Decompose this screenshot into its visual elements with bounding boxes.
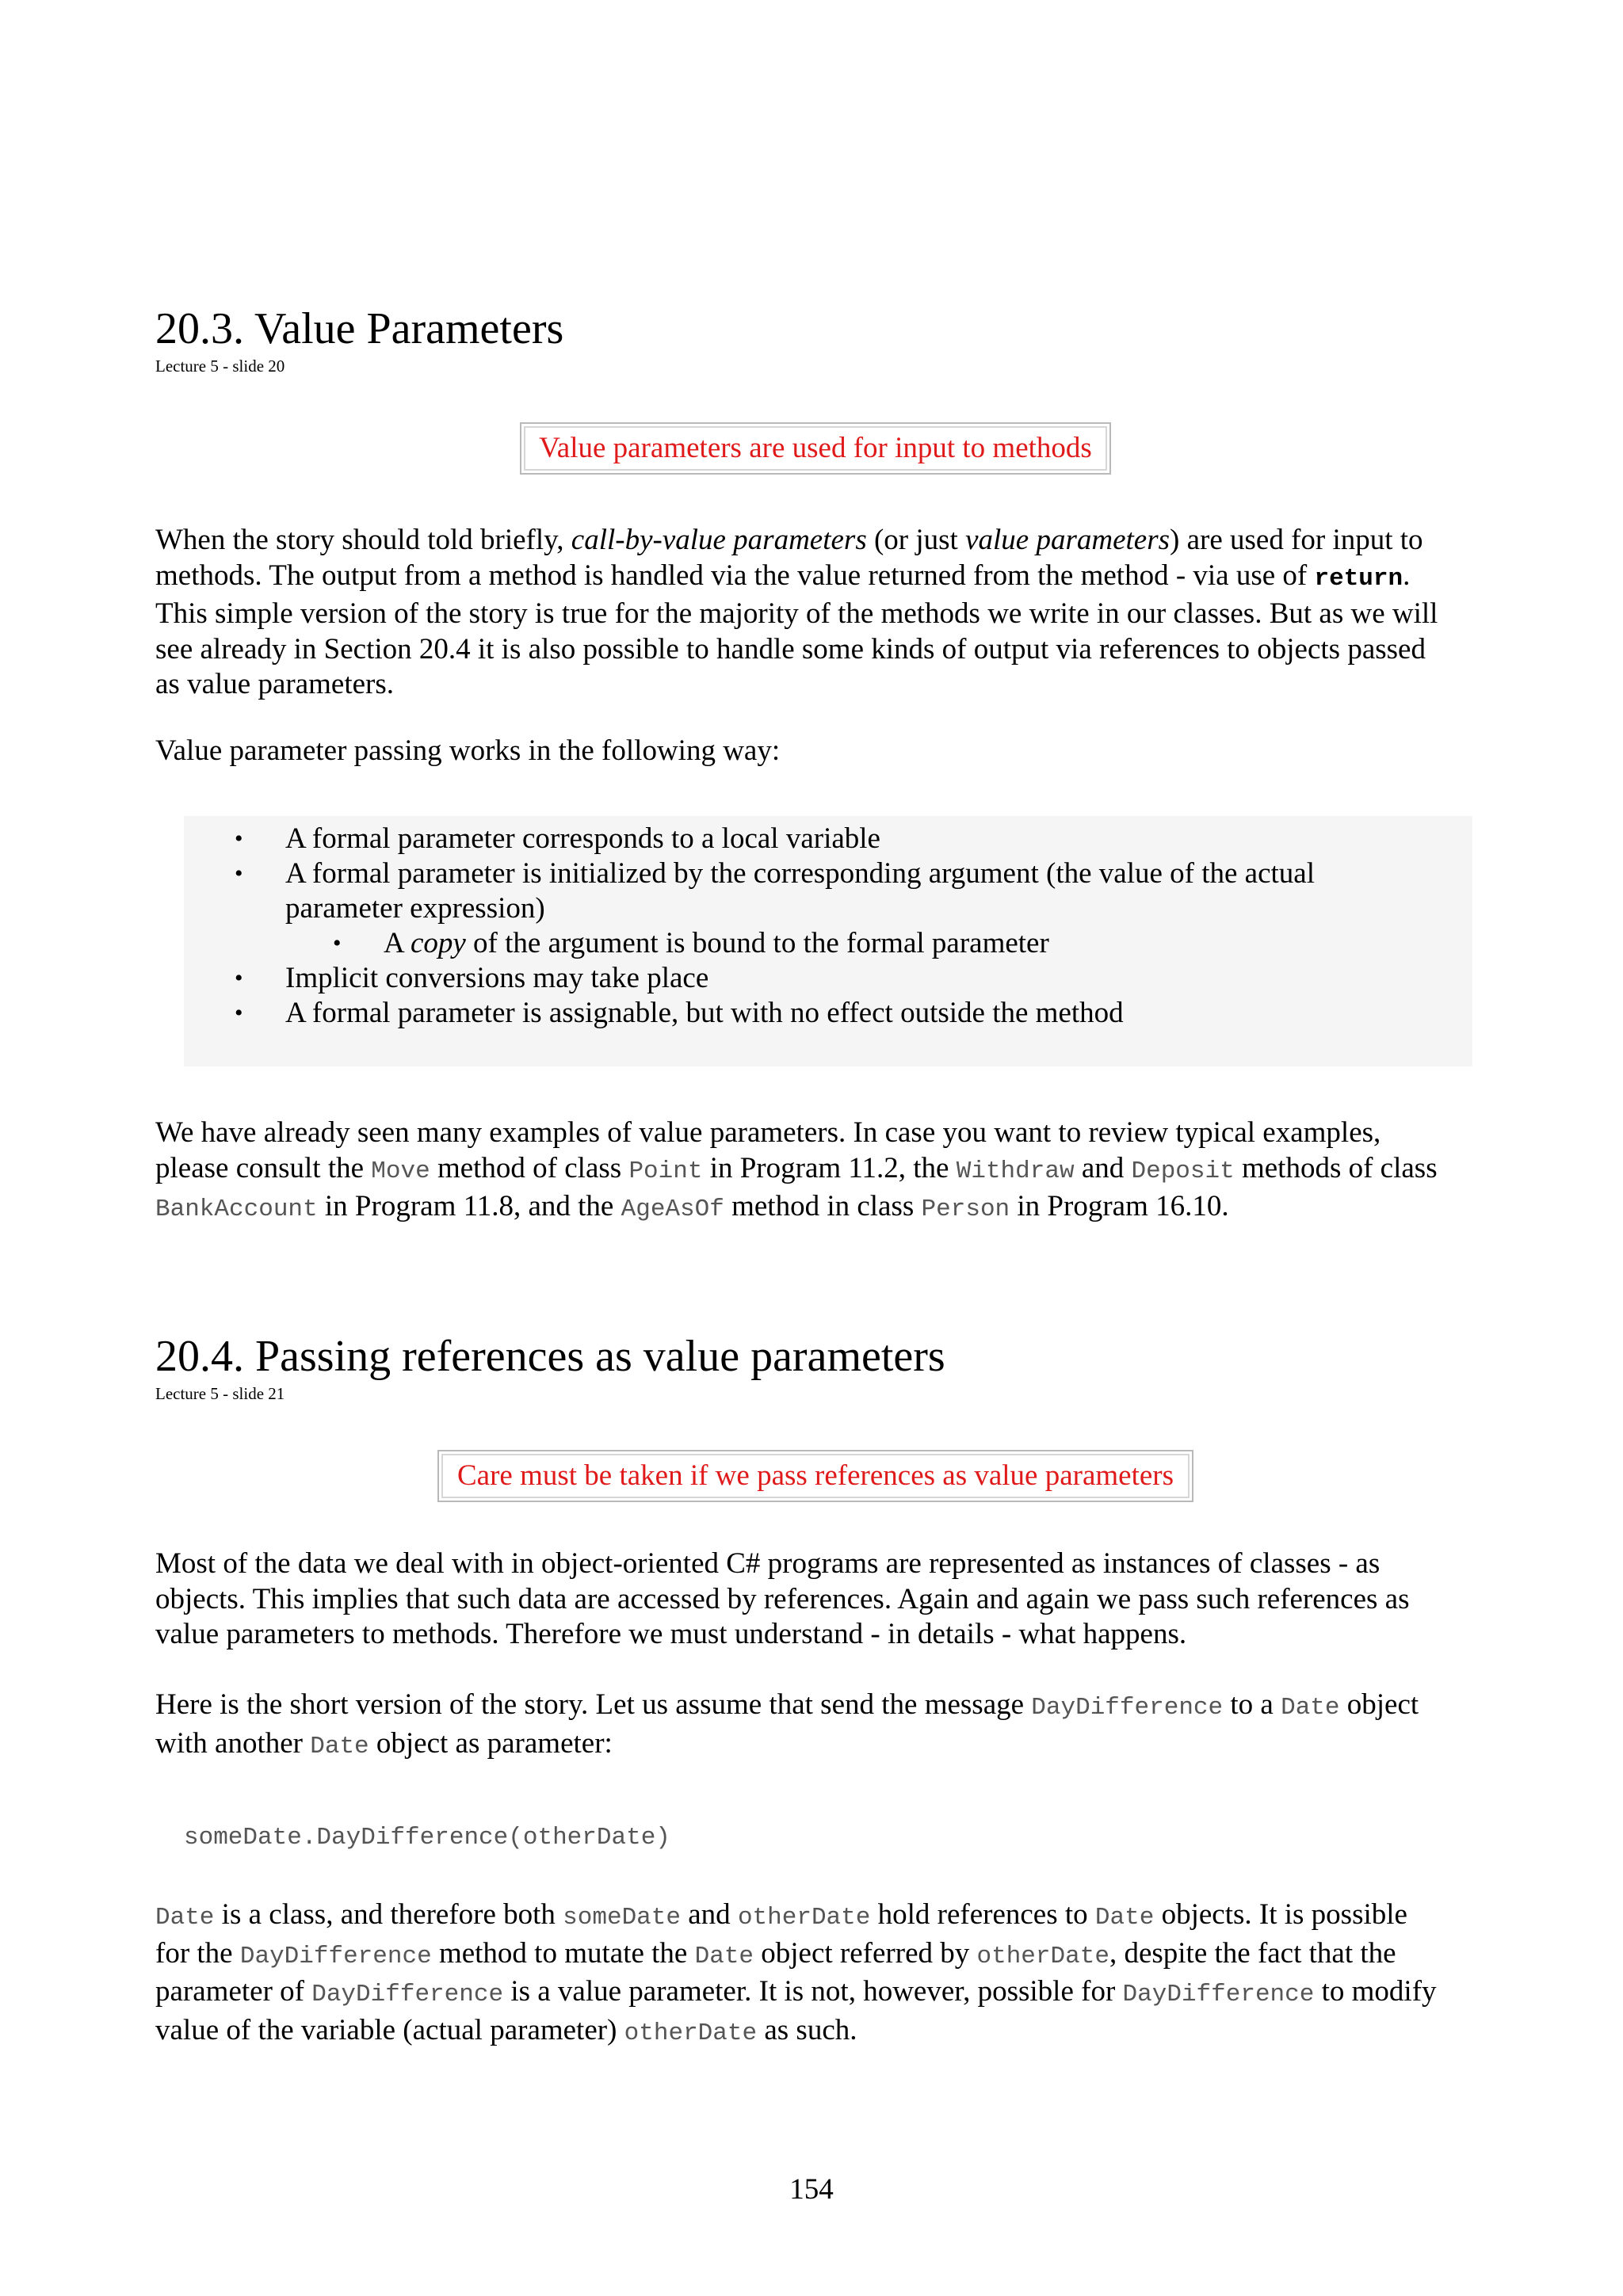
- text-run: is a value parameter. It is not, however, possible for: [503, 1975, 1123, 2008]
- text-run: in Program 16.10.: [1010, 1190, 1229, 1222]
- paragraph-references-intro: [155, 1547, 1487, 1653]
- text-run: for the: [155, 1936, 240, 1970]
- text-run: in Program 11.8, and the: [317, 1190, 621, 1222]
- code-term: BankAccount: [155, 1196, 318, 1223]
- code-term: Point: [628, 1157, 703, 1185]
- text-run: and: [681, 1898, 738, 1931]
- text-run: objects. It is possible: [1154, 1898, 1407, 1931]
- text-run: in Program 11.2, the: [702, 1151, 957, 1184]
- paragraph-lead-in: [155, 734, 1487, 769]
- code-term: Date: [694, 1942, 754, 1970]
- text-run: object referred by: [754, 1936, 977, 1970]
- code-term: otherDate: [976, 1942, 1109, 1970]
- text-run: is a class, and therefore both: [214, 1898, 563, 1931]
- code-term: DayDifference: [1122, 1981, 1315, 2008]
- text-line: value parameters to methods. Therefore we must understand - in details - what happens.: [155, 1618, 1187, 1650]
- paragraph-short-story: [155, 1688, 1487, 1764]
- emphasis-term: call-by-value parameters: [571, 524, 867, 556]
- paragraph-examples: [155, 1116, 1487, 1228]
- section-heading-value-parameters: 20.3. Value Parameters: [155, 304, 564, 353]
- code-term: Person: [921, 1196, 1010, 1223]
- text-run: , despite the fact that the: [1109, 1936, 1396, 1970]
- text-run: When the story should told briefly,: [155, 524, 571, 556]
- text-run: parameter of: [155, 1975, 312, 2008]
- callout-box: [520, 422, 1111, 475]
- text-run: ) are used for input to: [1170, 524, 1423, 556]
- text-run: (or just: [866, 524, 966, 556]
- bullet-item: A formal parameter corresponds to a local variable: [285, 822, 880, 855]
- bullet-dot-icon: •: [235, 965, 243, 991]
- text-run: to modify: [1314, 1975, 1437, 2008]
- text-run: method in class: [724, 1190, 922, 1222]
- bullet-dot-icon: •: [333, 930, 342, 956]
- bullet-dot-icon: •: [235, 860, 243, 887]
- page-number: 154: [789, 2173, 834, 2206]
- paragraph-intro: [155, 523, 1487, 703]
- text-run: methods of class: [1234, 1151, 1438, 1184]
- bullet-dot-icon: •: [235, 826, 243, 852]
- slide-reference: Lecture 5 - slide 21: [155, 1384, 285, 1403]
- code-term: Withdraw: [956, 1157, 1075, 1185]
- code-term: Date: [1281, 1694, 1340, 1722]
- code-keyword: return: [1314, 564, 1403, 593]
- text-line: Most of the data we deal with in object-oriented C# programs are represented as instances of classes - as: [155, 1547, 1381, 1580]
- code-term: DayDifference: [1031, 1694, 1224, 1722]
- bullet-item-continuation: parameter expression): [285, 892, 545, 925]
- code-term: Date: [310, 1732, 369, 1760]
- text-line: This simple version of the story is true for the majority of the methods we write in our classes. But as we will: [155, 597, 1438, 630]
- bullet-item: Implicit conversions may take place: [285, 962, 709, 994]
- emphasis-term: value parameters: [965, 524, 1170, 556]
- text-run: as such.: [757, 2013, 857, 2046]
- bullet-dot-icon: •: [235, 1000, 243, 1026]
- text-line: as value parameters.: [155, 668, 394, 700]
- code-term: AgeAsOf: [621, 1196, 724, 1223]
- text-run: method to mutate the: [431, 1936, 695, 1970]
- text-run: object as parameter:: [369, 1726, 613, 1760]
- code-term: otherDate: [624, 2019, 758, 2047]
- bullet-list-box: [184, 816, 1472, 1066]
- text-run: please consult the: [155, 1151, 372, 1184]
- text-run: of the argument is bound to the formal parameter: [465, 927, 1049, 959]
- text-run: and: [1074, 1151, 1132, 1184]
- bullet-item: A formal parameter is assignable, but with no effect outside the method: [285, 997, 1124, 1029]
- callout-text: Value parameters are used for input to methods: [524, 426, 1107, 471]
- text-run: with another: [155, 1726, 311, 1760]
- code-example: someDate.DayDifference(otherDate): [184, 1824, 670, 1852]
- sub-bullet-item: [384, 926, 1049, 961]
- code-term: DayDifference: [311, 1981, 504, 2008]
- text-run: value of the variable (actual parameter): [155, 2013, 624, 2046]
- text-line: We have already seen many examples of value parameters. In case you want to review typical examples,: [155, 1116, 1381, 1149]
- code-term: Date: [155, 1904, 215, 1932]
- callout-text: Care must be taken if we pass references as value parameters: [441, 1454, 1190, 1498]
- text-line: see already in Section 20.4 it is also possible to handle some kinds of output via references to objects passed: [155, 632, 1426, 666]
- emphasis-term: copy: [410, 927, 466, 959]
- code-term: Deposit: [1131, 1157, 1235, 1185]
- text-run: method of class: [430, 1151, 629, 1184]
- code-term: DayDifference: [239, 1942, 432, 1970]
- text-run: to a: [1223, 1688, 1281, 1721]
- text-line: objects. This implies that such data are accessed by references. Again and again we pass such references as: [155, 1582, 1410, 1615]
- text-run: hold references to: [870, 1898, 1095, 1931]
- slide-reference: Lecture 5 - slide 20: [155, 357, 285, 376]
- text-line: Value parameter passing works in the following way:: [155, 734, 781, 767]
- code-term: Move: [371, 1157, 430, 1185]
- text-run: methods. The output from a method is handled via the value returned from the method - via use of: [155, 559, 1315, 592]
- callout-box: [437, 1450, 1193, 1502]
- section-heading-passing-references: 20.4. Passing references as value parameters: [155, 1332, 945, 1381]
- text-run: Here is the short version of the story. Let us assume that send the message: [155, 1688, 1032, 1721]
- paragraph-explanation: [155, 1897, 1487, 2051]
- code-term: Date: [1094, 1904, 1155, 1932]
- text-run: object: [1339, 1688, 1419, 1721]
- code-term: otherDate: [737, 1904, 871, 1932]
- bullet-item: A formal parameter is initialized by the corresponding argument (the value of the actual: [285, 857, 1315, 890]
- code-term: someDate: [563, 1904, 681, 1932]
- text-run: .: [1403, 559, 1411, 592]
- text-run: A: [384, 927, 411, 959]
